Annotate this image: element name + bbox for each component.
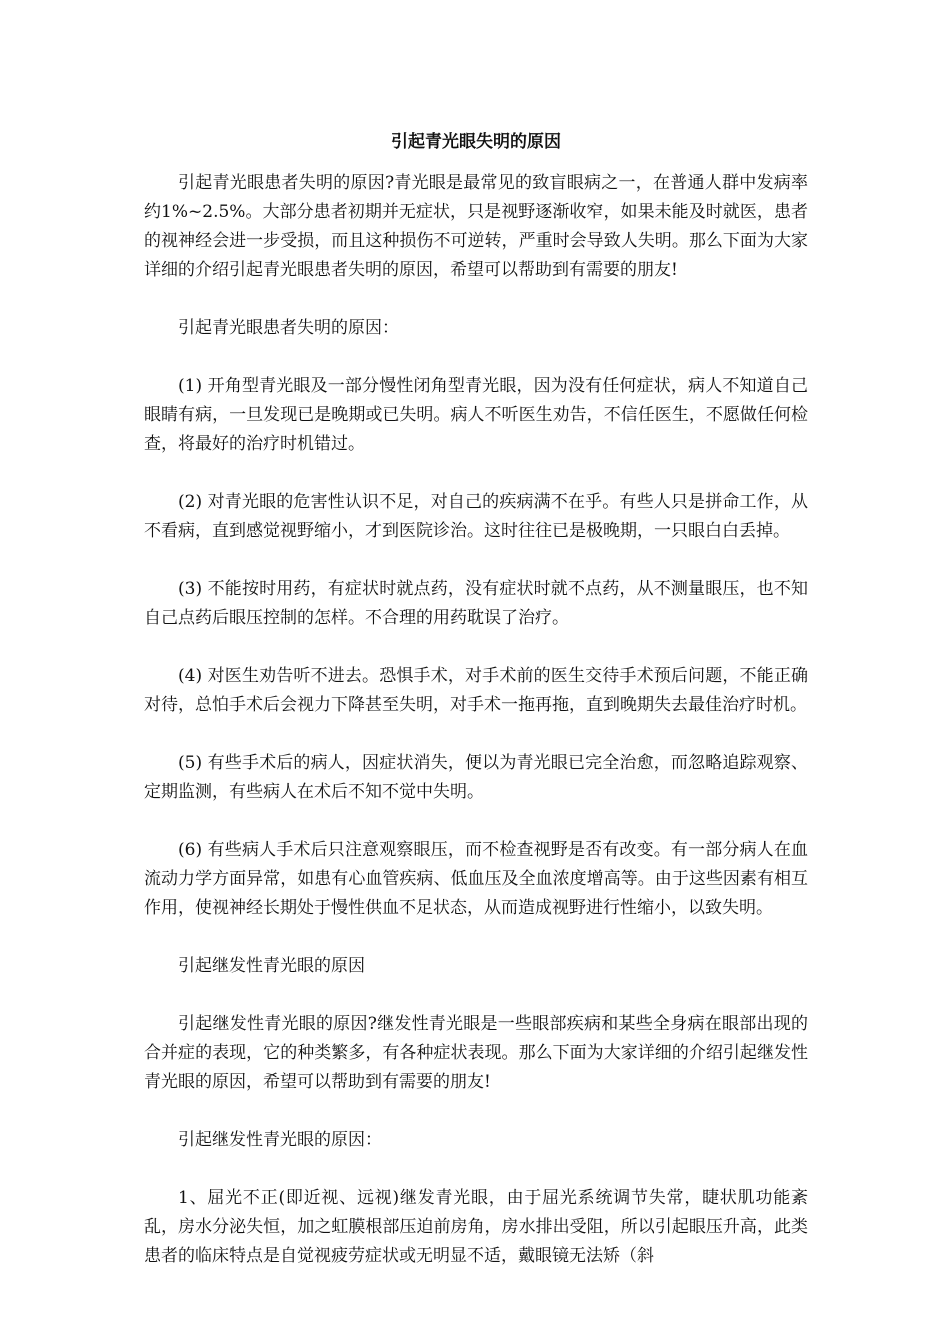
section-title-secondary-glaucoma: 引起继发性青光眼的原因: [178, 956, 365, 976]
section-heading-blindness-causes: 引起青光眼患者失明的原因：: [178, 318, 399, 338]
cause-item-2: (2) 对青光眼的危害性认识不足，对自己的疾病满不在乎。有些人只是拼命工作，从不看病，直到感觉视野缩小，才到医院诊治。这时往往已是极晚期，一只眼白白丢掉。: [144, 492, 808, 541]
document-title: 引起青光眼失明的原因: [391, 132, 561, 152]
cause-item-5: (5) 有些手术后的病人，因症状消失，便以为青光眼已完全治愈，而忽略追踪观察、定期监测，有些病人在术后不知不觉中失明。: [144, 753, 808, 802]
section-heading-secondary-causes: 引起继发性青光眼的原因：: [178, 1130, 382, 1150]
secondary-cause-item-1: 1、屈光不正(即近视、远视)继发青光眼，由于屈光系统调节失常，睫状肌功能紊乱，房水分泌失恒，加之虹膜根部压迫前房角，房水排出受阻，所以引起眼压升高，此类患者的临床特点是自觉视疲劳症状或无明显不适，戴眼镜无法矫（斜: [144, 1188, 808, 1266]
cause-item-3: (3) 不能按时用药，有症状时就点药，没有症状时就不点药，从不测量眼压，也不知自己点药后眼压控制的怎样。不合理的用药耽误了治疗。: [144, 579, 808, 628]
cause-item-1: (1) 开角型青光眼及一部分慢性闭角型青光眼，因为没有任何症状，病人不知道自己眼睛有病，一旦发现已是晚期或已失明。病人不听医生劝告，不信任医生，不愿做任何检查，将最好的治疗时机错过。: [144, 376, 808, 454]
cause-item-6: (6) 有些病人手术后只注意观察眼压，而不检查视野是否有改变。有一部分病人在血流动力学方面异常，如患有心血管疾病、低血压及全血浓度增高等。由于这些因素有相互作用，使视神经长期处于慢性供血不足状态，从而造成视野进行性缩小，以致失明。: [144, 840, 808, 918]
secondary-intro-paragraph: 引起继发性青光眼的原因?继发性青光眼是一些眼部疾病和某些全身病在眼部出现的合并症的表现，它的种类繁多，有各种症状表现。那么下面为大家详细的介绍引起继发性青光眼的原因，希望可以帮助到有需要的朋友!: [144, 1014, 808, 1092]
intro-paragraph: 引起青光眼患者失明的原因?青光眼是最常见的致盲眼病之一，在普通人群中发病率约1%~2.5%。大部分患者初期并无症状，只是视野逐渐收窄，如果未能及时就医，患者的视神经会进一步受损，而且这种损伤不可逆转，严重时会导致人失明。那么下面为大家详细的介绍引起青光眼患者失明的原因，希望可以帮助到有需要的朋友!: [144, 173, 808, 280]
cause-item-4: (4) 对医生劝告听不进去。恐惧手术，对手术前的医生交待手术预后问题，不能正确对待，总怕手术后会视力下降甚至失明，对手术一拖再拖，直到晚期失去最佳治疗时机。: [144, 666, 808, 715]
document-page: [144, 128, 808, 1271]
